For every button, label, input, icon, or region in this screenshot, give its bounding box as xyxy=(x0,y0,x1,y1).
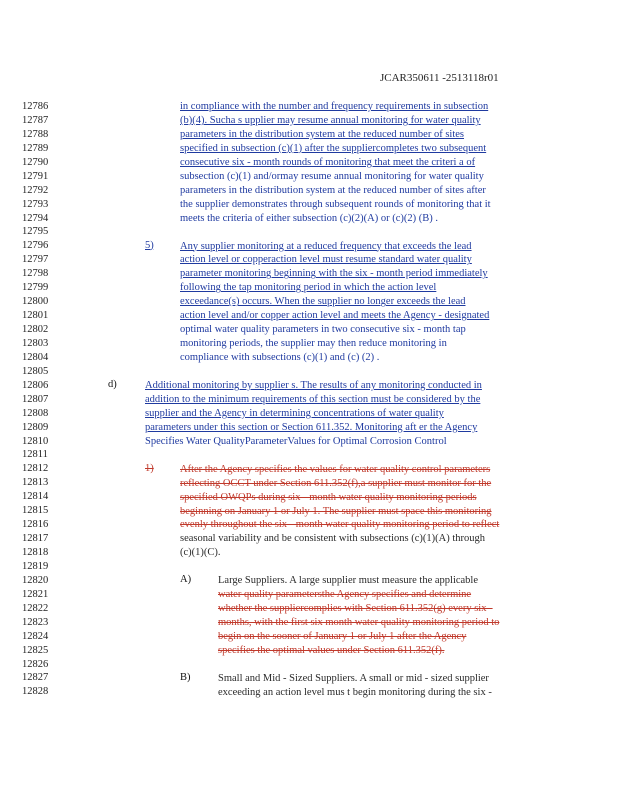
line-number: 12795 xyxy=(22,226,49,238)
line-number: 12828 xyxy=(22,686,49,698)
text-line-inserted: (b)(4). Sucha s upplier may resume annual monitoring for water quality xyxy=(180,114,481,126)
line-number: 12819 xyxy=(22,560,49,572)
item-a-paragraph xyxy=(218,574,540,658)
line-number: 12808 xyxy=(22,407,49,419)
text-line-deleted: evenly throughout the six - month water quality monitoring period to reflect xyxy=(180,519,500,531)
line-number: 12806 xyxy=(22,379,49,391)
item-1-paragraph xyxy=(180,463,540,561)
list-marker-5: 5) xyxy=(145,239,154,251)
line-number: 12821 xyxy=(22,588,49,600)
text-line: exceeding an action level mus t begin monitoring during the six - xyxy=(218,686,492,698)
section-d-paragraph xyxy=(145,379,540,449)
paragraph-continuation xyxy=(180,100,540,225)
line-number: 12827 xyxy=(22,672,49,684)
line-number: 12809 xyxy=(22,421,49,433)
text-line-deleted: After the Agency specifies the values for water quality control parameters xyxy=(180,463,491,475)
text-line-deleted: begin on the sooner of January 1 or July 1 after the Agency xyxy=(218,631,467,643)
line-number: 12792 xyxy=(22,184,49,196)
text-line-inserted: addition to the minimum requirements of this section must be considered by the xyxy=(145,393,481,405)
text-line: subsection (c)(1) and/ormay resume annual monitoring for water quality xyxy=(180,170,484,182)
text-line-inserted: parameter monitoring beginning with the six - month period immediately xyxy=(180,268,488,280)
line-number-gutter xyxy=(22,100,48,699)
line-number: 12803 xyxy=(22,337,49,349)
section-marker-d: d) xyxy=(108,379,117,390)
line-number: 12805 xyxy=(22,365,49,377)
list-marker-a: A) xyxy=(180,574,192,586)
text-line-inserted: specified in subsection (c)(1) after the suppliercompletes two subsequent xyxy=(180,142,487,154)
line-number: 12812 xyxy=(22,463,49,475)
item-b-paragraph xyxy=(218,672,540,700)
line-number: 12788 xyxy=(22,128,49,140)
text-line-deleted: months, with the first six month water quality monitoring period to xyxy=(218,617,500,629)
line-number: 12813 xyxy=(22,477,49,489)
text-line-inserted: Additional monitoring by supplier s. The results of any monitoring conducted in xyxy=(145,380,482,391)
line-number: 12811 xyxy=(22,449,48,461)
line-number: 12818 xyxy=(22,547,49,558)
line-number: 12804 xyxy=(22,351,49,363)
text-line: meets the criteria of either subsection (c)(2)(A) or (c)(2) (B) . xyxy=(180,212,439,224)
text-line-deleted: whether the suppliercomplies with Section 611.352(g) every six - xyxy=(218,603,493,615)
line-number: 12799 xyxy=(22,282,49,294)
text-line-deleted: specified OWQPs during six - month water quality monitoring periods xyxy=(180,491,477,503)
line-number: 12823 xyxy=(22,616,49,628)
text-line-deleted: beginning on January 1 or July 1. The supplier must space this monitoring xyxy=(180,505,492,517)
text-line: parameters in the distribution system at the reduced number of sites after xyxy=(180,184,486,196)
text-line: optimal water quality parameters in two consecutive six - month tap xyxy=(180,324,466,336)
line-number: 12793 xyxy=(22,198,49,210)
line-number: 12820 xyxy=(22,574,49,586)
text-line-inserted: parameters under this section or Section 611.352. Monitoring aft er the Agency xyxy=(145,421,478,433)
text-line-deleted: reflecting OCCT under Section 611.352(f),a supplier must monitor for the xyxy=(180,477,492,489)
line-number: 12814 xyxy=(22,491,49,503)
line-number: 12815 xyxy=(22,505,49,517)
text-line-inserted: exceedance(s) occurs. When the supplier no longer exceeds the lead xyxy=(180,296,466,308)
text-line: Specifies Water QualityParameterValues for Optimal Corrosion Control xyxy=(145,435,447,447)
text-line-inserted: parameters in the distribution system at the reduced number of sites xyxy=(180,128,465,140)
line-number: 12826 xyxy=(22,658,49,670)
line-number: 12822 xyxy=(22,602,49,614)
text-line: Small and Mid - Sized Suppliers. A small or mid - sized supplier xyxy=(218,673,489,684)
text-line: seasonal variability and be consistent with subsections (c)(1)(A) through xyxy=(180,533,486,545)
line-number: 12802 xyxy=(22,324,49,335)
line-number: 12790 xyxy=(22,156,49,168)
text-line-inserted: following the tap monitoring period in which the action level xyxy=(180,282,437,294)
list-marker-1: 1) xyxy=(145,462,154,474)
line-number: 12800 xyxy=(22,296,49,308)
text-line-inserted: action level and/or copper action level and meets the Agency - designated xyxy=(180,310,490,322)
text-line-inserted: action level or copperaction level must resume standard water quality xyxy=(180,254,472,266)
text-line: monitoring periods, the supplier may then reduce monitoring in xyxy=(180,338,447,350)
line-number: 12817 xyxy=(22,533,49,545)
line-number: 12825 xyxy=(22,644,49,656)
text-line: Large Suppliers. A large supplier must measure the applicable xyxy=(218,575,479,587)
list-marker-b: B) xyxy=(180,672,191,683)
line-number: 12810 xyxy=(22,435,49,447)
text-line-deleted: water quality parametersthe Agency specifies and determine xyxy=(218,589,472,601)
line-number: 12789 xyxy=(22,142,49,154)
line-number: 12797 xyxy=(22,254,49,266)
line-number: 12824 xyxy=(22,630,49,642)
line-number: 12794 xyxy=(22,212,49,224)
line-number: 12791 xyxy=(22,170,49,182)
text-line: compliance with subsections (c)(1) and (c) (2) . xyxy=(180,352,380,363)
text-line: the supplier demonstrates through subsequent rounds of monitoring that it xyxy=(180,198,491,210)
text-line-inserted: supplier and the Agency in determining concentrations of water quality xyxy=(145,407,444,419)
text-line-inserted: consecutive six - month rounds of monitoring that meet the criteri a of xyxy=(180,156,476,168)
line-number: 12816 xyxy=(22,519,49,531)
line-number: 12796 xyxy=(22,240,49,252)
line-number: 12787 xyxy=(22,114,49,126)
item-5-paragraph xyxy=(180,240,540,365)
line-number: 12786 xyxy=(22,101,49,112)
line-number: 12801 xyxy=(22,310,49,322)
line-number: 12798 xyxy=(22,268,49,280)
text-line-inserted: Any supplier monitoring at a reduced frequency that exceeds the lead xyxy=(180,240,472,252)
text-line: (c)(1)(C). xyxy=(180,547,221,559)
text-line-inserted: in compliance with the number and frequency requirements in subsection xyxy=(180,101,489,112)
text-line-deleted: specifies the optimal values under Section 611.352(f). xyxy=(218,644,445,656)
document-id-header: JCAR350611 -2513118r01 xyxy=(380,72,499,84)
line-number: 12807 xyxy=(22,393,49,405)
